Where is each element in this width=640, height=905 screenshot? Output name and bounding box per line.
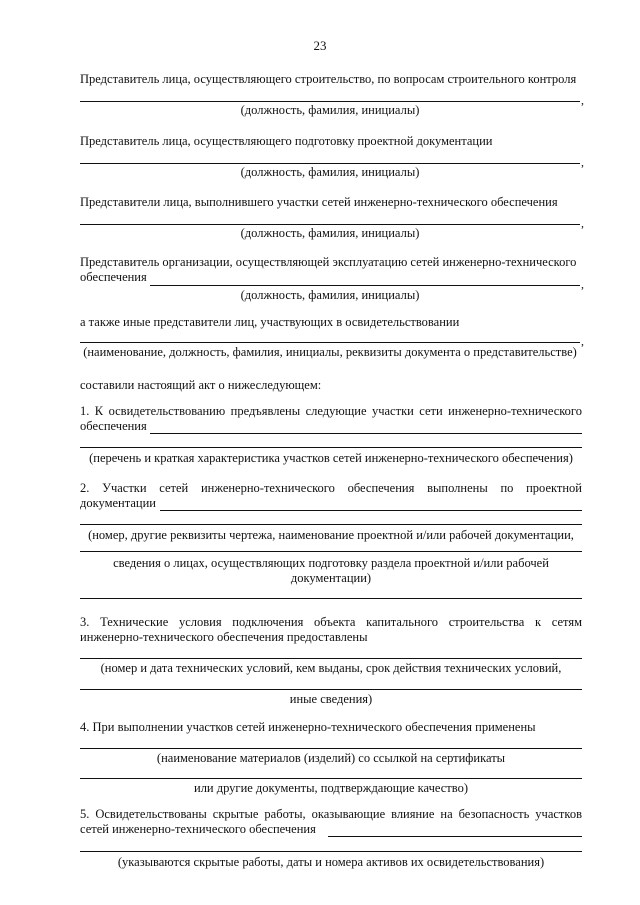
page-number: 23 <box>313 38 327 53</box>
fill-line <box>80 551 582 552</box>
fill-line <box>80 778 582 779</box>
fill-line <box>328 836 582 837</box>
fill-line <box>80 342 580 343</box>
fill-line <box>150 285 580 286</box>
fill-line <box>80 658 582 659</box>
trailing-comma: , <box>581 93 584 107</box>
p2-caption2b: документации) <box>290 571 372 585</box>
fill-line <box>80 447 582 448</box>
fill-line <box>80 101 580 102</box>
fill-line <box>80 163 580 164</box>
s4-caption: (должность, фамилия, инициалы) <box>240 288 420 302</box>
p5-text-line2: сетей инженерно-технического обеспечения <box>80 822 316 836</box>
fill-line <box>80 689 582 690</box>
p4-text: 4. При выполнении участков сетей инженерно-технического обеспечения применены <box>80 720 536 734</box>
p3-caption1: (номер и дата технических условий, кем выданы, срок действия технических условий, <box>100 661 562 675</box>
p5-text-line1: 5. Освидетельствованы скрытые работы, оказывающие влияние на безопасность участков <box>80 807 582 821</box>
s4-text-line1: Представитель организации, осуществляющей эксплуатацию сетей инженерно-технического <box>80 255 577 269</box>
p3-caption2: иные сведения) <box>289 692 373 706</box>
s3-text: Представители лица, выполнившего участки сетей инженерно-технического обеспечения <box>80 195 558 209</box>
s2-text: Представитель лица, осуществляющего подготовку проектной документации <box>80 134 493 148</box>
s2-caption: (должность, фамилия, инициалы) <box>240 165 420 179</box>
p5-caption: (указываются скрытые работы, даты и номера активов их освидетельствования) <box>117 855 545 869</box>
p1-text-line2: обеспечения <box>80 419 147 433</box>
intro-text: составили настоящий акт о нижеследующем: <box>80 378 322 392</box>
trailing-comma: , <box>581 277 584 291</box>
s3-caption: (должность, фамилия, инициалы) <box>240 226 420 240</box>
p4-caption1: (наименование материалов (изделий) со ссылкой на сертификаты <box>156 751 506 765</box>
trailing-comma: , <box>581 155 584 169</box>
fill-line <box>150 433 582 434</box>
fill-line <box>80 524 582 525</box>
fill-line <box>80 598 582 599</box>
trailing-comma: , <box>581 216 584 230</box>
s4-text-line2: обеспечения <box>80 270 147 284</box>
s1-caption: (должность, фамилия, инициалы) <box>240 103 420 117</box>
p1-caption: (перечень и краткая характеристика участков сетей инженерно-технического обеспечения) <box>89 451 573 465</box>
s5-caption: (наименование, должность, фамилия, инициалы, реквизиты документа о представительстве) <box>83 345 577 359</box>
trailing-comma: , <box>581 334 584 348</box>
fill-line <box>160 510 582 511</box>
p2-text-line1: 2. Участки сетей инженерно-технического обеспечения выполнены по проектной <box>80 481 582 495</box>
p2-caption2a: сведения о лицах, осуществляющих подготовку раздела проектной и/или рабочей <box>113 556 549 570</box>
p1-text-line1: 1. К освидетельствованию предъявлены следующие участки сети инженерно-технического <box>80 404 582 418</box>
fill-line <box>80 748 582 749</box>
fill-line <box>80 851 582 852</box>
fill-line <box>80 224 580 225</box>
s5-text: а также иные представители лиц, участвующих в освидетельствовании <box>80 315 460 329</box>
s1-text: Представитель лица, осуществляющего строительство, по вопросам строительного контроля <box>80 72 577 86</box>
p4-caption2: или другие документы, подтверждающие качество) <box>194 781 468 795</box>
p3-text-line2: инженерно-технического обеспечения предоставлены <box>80 630 368 644</box>
p3-text-line1: 3. Технические условия подключения объекта капитального строительства к сетям <box>80 615 582 629</box>
p2-text-line2: документации <box>80 496 156 510</box>
p2-caption1: (номер, другие реквизиты чертежа, наименование проектной и/или рабочей документации, <box>88 528 574 542</box>
